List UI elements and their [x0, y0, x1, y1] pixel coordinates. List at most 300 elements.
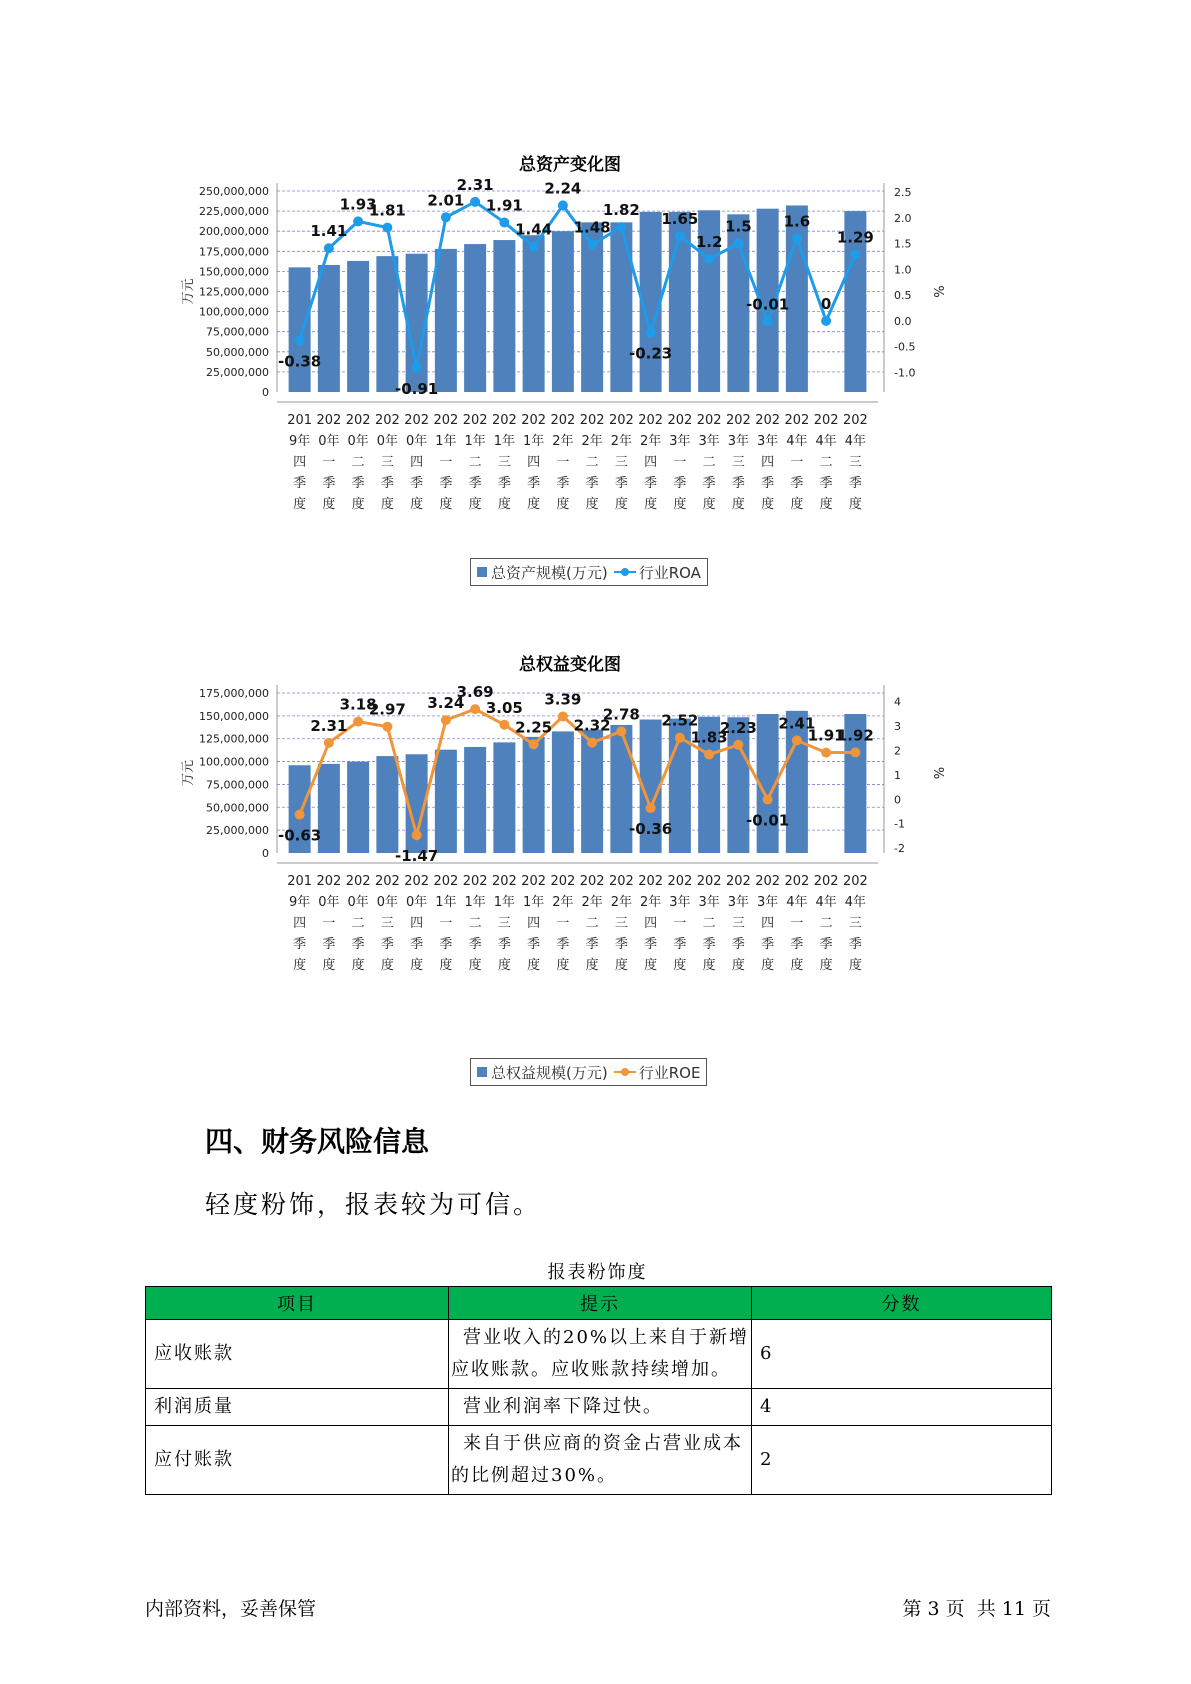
x-tick-label: 201 [287, 874, 313, 889]
data-label: 2.25 [515, 718, 553, 737]
y-tick-label: 125,000,000 [199, 285, 269, 299]
bar [552, 231, 574, 392]
line-point [295, 810, 305, 820]
x-tick-label: 度 [848, 958, 862, 973]
bar [493, 742, 515, 853]
bar [318, 265, 340, 392]
x-tick-label: 4年 [786, 434, 808, 449]
y2-tick-label: 1.5 [894, 237, 912, 251]
footer-confidential: 内部资料，妥善保管 [145, 1598, 317, 1620]
x-tick-label: 度 [761, 958, 775, 973]
x-tick-label: 202 [462, 874, 488, 889]
x-tick-label: 度 [731, 958, 745, 973]
x-tick-label: 四 [293, 916, 307, 931]
y-axis-title: 万元 [181, 759, 196, 787]
x-tick-label: 1年 [522, 434, 545, 449]
y-tick-label: 150,000,000 [199, 709, 269, 723]
data-label: 2.01 [427, 191, 465, 210]
x-tick-label: 2年 [610, 895, 633, 910]
line-point [441, 715, 451, 725]
x-tick-label: 202 [433, 874, 459, 889]
y-tick-label: 50,000,000 [206, 345, 269, 359]
x-tick-label: 二 [819, 455, 833, 470]
bar-legend-swatch [477, 1067, 487, 1077]
x-tick-label: 度 [527, 958, 541, 973]
chart-title: 总资产变化图 [519, 155, 621, 175]
line-point [675, 231, 685, 241]
data-label: 1.91 [485, 196, 523, 215]
bar [552, 731, 574, 853]
x-tick-label: 二 [351, 916, 365, 931]
x-tick-label: 度 [351, 958, 365, 973]
line-point [792, 233, 802, 243]
x-tick-label: 2年 [610, 434, 633, 449]
x-tick-label: 202 [462, 413, 488, 428]
x-tick-label: 0年 [376, 434, 399, 449]
x-tick-label: 202 [374, 413, 400, 428]
item-cell: 应收账款 [146, 1320, 449, 1389]
x-tick-label: 度 [410, 497, 424, 512]
table-header-row [146, 1287, 1052, 1320]
data-label: 1.29 [836, 228, 874, 247]
x-tick-label: 度 [556, 497, 570, 512]
y2-axis-title: % [930, 285, 945, 298]
line-point [558, 200, 568, 210]
x-tick-label: 4年 [815, 895, 837, 910]
x-tick-label: 一 [673, 916, 687, 931]
bar [523, 235, 545, 392]
x-tick-label: 度 [790, 497, 804, 512]
x-tick-label: 度 [761, 497, 775, 512]
x-tick-label: 四 [644, 916, 658, 931]
x-tick-label: 一 [673, 455, 687, 470]
x-tick-label: 四 [527, 916, 541, 931]
x-tick-label: 202 [579, 874, 605, 889]
y2-tick-label: 4 [894, 695, 901, 709]
x-tick-label: 二 [585, 455, 599, 470]
line-point [295, 335, 305, 345]
x-tick-label: 四 [527, 455, 541, 470]
bar [347, 261, 369, 392]
line-point [412, 363, 422, 373]
bar [435, 249, 457, 392]
x-tick-label: 201 [287, 413, 313, 428]
data-label: -0.38 [278, 352, 322, 371]
total-equity-chart [180, 650, 960, 1090]
x-tick-label: 季 [468, 937, 482, 952]
x-tick-label: 度 [439, 497, 453, 512]
x-tick-label: 季 [351, 476, 365, 491]
table-row [146, 1389, 1052, 1426]
x-tick-label: 3年 [756, 895, 779, 910]
column-header: 项目 [146, 1287, 449, 1320]
line-point [382, 223, 392, 233]
data-label: 2.31 [456, 175, 494, 194]
x-tick-label: 202 [345, 413, 371, 428]
x-tick-label: 度 [468, 497, 482, 512]
x-tick-label: 1年 [464, 434, 486, 449]
score-cell: 4 [752, 1389, 1052, 1426]
x-tick-label: 度 [702, 497, 716, 512]
line-point [763, 795, 773, 805]
x-tick-label: 度 [410, 958, 424, 973]
x-tick-label: 度 [585, 497, 599, 512]
data-label: 1.41 [310, 222, 348, 241]
line-point [353, 216, 363, 226]
x-tick-label: 季 [293, 476, 307, 491]
data-label: 1.65 [661, 209, 699, 228]
x-tick-label: 季 [556, 937, 570, 952]
x-tick-label: 0年 [347, 434, 369, 449]
line-point [704, 254, 714, 264]
x-tick-label: 202 [608, 413, 634, 428]
x-tick-label: 202 [521, 413, 547, 428]
line-point [675, 733, 685, 743]
x-tick-label: 2年 [581, 434, 603, 449]
bar [464, 747, 486, 853]
line-point [616, 222, 626, 232]
data-label: 3.39 [544, 690, 582, 709]
x-tick-label: 一 [322, 455, 336, 470]
y-axis-title: 万元 [181, 278, 196, 305]
x-tick-label: 1年 [435, 895, 457, 910]
x-tick-label: 四 [644, 455, 658, 470]
hint-cell: 营业收入的20%以上来自于新增应收账款。应收账款持续增加。 [449, 1320, 752, 1389]
x-tick-label: 202 [696, 874, 722, 889]
data-label: 3.18 [339, 695, 377, 714]
x-tick-label: 4年 [786, 895, 808, 910]
x-tick-label: 季 [673, 476, 687, 491]
column-header: 提示 [449, 1287, 752, 1320]
x-tick-label: 0年 [347, 895, 369, 910]
x-tick-label: 度 [731, 497, 745, 512]
x-tick-label: 9年 [288, 434, 311, 449]
x-tick-label: 季 [556, 476, 570, 491]
data-label: 1.2 [695, 233, 723, 252]
x-tick-label: 一 [556, 455, 570, 470]
data-label: -0.36 [629, 820, 673, 839]
x-tick-label: 二 [468, 455, 482, 470]
x-tick-label: 季 [410, 937, 424, 952]
chart-legend [470, 558, 708, 586]
whitewash-table [145, 1286, 1052, 1495]
line-point [821, 316, 831, 326]
x-tick-label: 度 [293, 497, 307, 512]
x-tick-label: 度 [322, 497, 336, 512]
legend-label: 行业ROA [638, 563, 701, 582]
x-tick-label: 1年 [493, 434, 516, 449]
x-tick-label: 三 [497, 455, 511, 470]
table-caption: 报表粉饰度 [547, 1262, 648, 1283]
y2-tick-label: 0 [894, 793, 901, 807]
y2-tick-label: 2.5 [894, 186, 912, 200]
y-tick-label: 100,000,000 [199, 755, 269, 769]
x-tick-label: 一 [556, 916, 570, 931]
data-label: 2.23 [719, 718, 757, 737]
x-tick-label: 季 [702, 937, 716, 952]
data-label: 2.41 [778, 714, 816, 733]
x-tick-label: 3年 [698, 895, 720, 910]
y-tick-label: 25,000,000 [206, 824, 269, 838]
data-label: -1.47 [395, 847, 439, 866]
x-tick-label: 一 [322, 916, 336, 931]
data-label: 1.5 [725, 217, 752, 236]
x-tick-label: 季 [410, 476, 424, 491]
line-point [324, 738, 334, 748]
data-label: 2.97 [368, 700, 406, 719]
line-point [470, 704, 480, 714]
line-point [821, 748, 831, 758]
bar [581, 730, 603, 853]
x-tick-label: 度 [644, 497, 658, 512]
line-point [733, 740, 743, 750]
x-tick-label: 0年 [318, 434, 340, 449]
x-tick-label: 二 [585, 916, 599, 931]
x-tick-label: 季 [527, 476, 541, 491]
section-heading: 四、财务风险信息 [205, 1125, 430, 1158]
x-tick-label: 季 [322, 476, 336, 491]
x-tick-label: 度 [351, 497, 365, 512]
x-tick-label: 度 [380, 497, 394, 512]
y2-tick-label: -2 [894, 842, 905, 856]
x-tick-label: 度 [556, 958, 570, 973]
x-tick-label: 202 [374, 874, 400, 889]
x-tick-label: 202 [491, 413, 517, 428]
x-tick-label: 202 [784, 413, 810, 428]
data-label: 1.93 [339, 195, 377, 214]
data-label: 2.24 [544, 179, 582, 198]
x-tick-label: 202 [608, 874, 634, 889]
x-tick-label: 202 [316, 874, 342, 889]
hint-cell: 营业利润率下降过快。 [449, 1389, 752, 1426]
line-point [441, 212, 451, 222]
total-assets-chart [180, 150, 960, 590]
x-tick-label: 202 [725, 413, 751, 428]
data-label: 3.24 [427, 694, 465, 713]
x-tick-label: 季 [731, 476, 745, 491]
y2-tick-label: 1.0 [894, 263, 912, 277]
x-tick-label: 季 [790, 937, 804, 952]
x-tick-label: 度 [380, 958, 394, 973]
column-header: 分数 [752, 1287, 1052, 1320]
x-tick-label: 四 [410, 455, 424, 470]
x-tick-label: 202 [813, 413, 839, 428]
x-tick-label: 季 [848, 476, 862, 491]
line-point [499, 217, 509, 227]
x-tick-label: 三 [497, 916, 511, 931]
x-tick-label: 四 [410, 916, 424, 931]
x-tick-label: 3年 [727, 895, 750, 910]
x-tick-label: 202 [813, 874, 839, 889]
x-tick-label: 202 [579, 413, 605, 428]
x-tick-label: 季 [293, 937, 307, 952]
y2-axis-title: % [930, 766, 945, 780]
x-tick-label: 季 [761, 476, 775, 491]
hint-cell: 来自于供应商的资金占营业成本的比例超过30%。 [449, 1426, 752, 1495]
x-tick-label: 季 [380, 476, 394, 491]
y-tick-label: 225,000,000 [199, 205, 269, 219]
x-tick-label: 0年 [405, 895, 428, 910]
x-tick-label: 202 [404, 413, 430, 428]
line-point [324, 243, 334, 253]
line-point [382, 722, 392, 732]
x-tick-label: 三 [731, 916, 745, 931]
x-tick-label: 1年 [435, 434, 457, 449]
y-tick-label: 125,000,000 [199, 732, 269, 746]
x-tick-label: 四 [761, 455, 775, 470]
table-row [146, 1426, 1052, 1495]
x-tick-label: 季 [351, 937, 365, 952]
item-cell: 应付账款 [146, 1426, 449, 1495]
x-tick-label: 季 [497, 476, 511, 491]
y-tick-label: 200,000,000 [199, 225, 269, 239]
bar [376, 756, 398, 853]
x-tick-label: 一 [439, 455, 453, 470]
data-label: 2.78 [602, 705, 640, 724]
bar [435, 750, 457, 853]
chart-title: 总权益变化图 [519, 655, 621, 675]
x-tick-label: 2年 [639, 895, 662, 910]
y-tick-label: 0 [262, 847, 269, 860]
x-tick-label: 202 [404, 874, 430, 889]
data-label: 1.91 [807, 726, 845, 745]
x-tick-label: 季 [819, 937, 833, 952]
x-tick-label: 202 [550, 874, 576, 889]
bar-legend-swatch [477, 567, 487, 577]
line-point [499, 720, 509, 730]
x-tick-label: 0年 [318, 895, 340, 910]
x-tick-label: 季 [644, 476, 658, 491]
x-tick-label: 季 [731, 937, 745, 952]
x-tick-label: 3年 [727, 434, 750, 449]
x-tick-label: 季 [761, 937, 775, 952]
y-tick-label: 75,000,000 [206, 325, 269, 339]
data-label: 1.48 [573, 218, 611, 237]
legend-label: 总资产规模(万元) [491, 563, 608, 582]
line-point [353, 717, 363, 727]
x-tick-label: 1年 [493, 895, 516, 910]
x-tick-label: 2年 [552, 434, 574, 449]
x-tick-label: 202 [345, 874, 371, 889]
legend-label: 总权益规模(万元) [491, 1063, 608, 1082]
x-tick-label: 季 [322, 937, 336, 952]
x-tick-label: 3年 [756, 434, 779, 449]
x-tick-label: 一 [790, 916, 804, 931]
x-tick-label: 三 [848, 455, 862, 470]
x-tick-label: 季 [702, 476, 716, 491]
data-label: 1.6 [783, 212, 811, 231]
x-tick-label: 三 [380, 916, 394, 931]
line-point [704, 750, 714, 760]
bar [376, 256, 398, 392]
x-tick-label: 3年 [669, 895, 691, 910]
y-tick-label: 150,000,000 [199, 265, 269, 279]
x-tick-label: 2年 [639, 434, 662, 449]
table-row [146, 1320, 1052, 1389]
x-tick-label: 季 [439, 937, 453, 952]
x-tick-label: 季 [790, 476, 804, 491]
line-point [412, 830, 422, 840]
line-point [763, 316, 773, 326]
x-tick-label: 季 [497, 937, 511, 952]
x-tick-label: 202 [667, 413, 693, 428]
x-tick-label: 三 [848, 916, 862, 931]
y-tick-label: 175,000,000 [199, 245, 269, 259]
x-tick-label: 度 [614, 958, 628, 973]
data-label: -0.01 [746, 811, 790, 830]
bar [727, 717, 749, 853]
x-tick-label: 202 [842, 413, 868, 428]
x-tick-label: 二 [702, 916, 716, 931]
x-tick-label: 三 [614, 916, 628, 931]
line-point [587, 738, 597, 748]
x-tick-label: 季 [468, 476, 482, 491]
legend-label: 行业ROE [638, 1063, 701, 1082]
x-tick-label: 二 [351, 455, 365, 470]
line-point [850, 249, 860, 259]
data-label: 1.92 [836, 726, 874, 745]
data-label: 0 [820, 294, 832, 313]
x-tick-label: 三 [380, 455, 394, 470]
footer-page-number: 第 3 页 共 11 页 [902, 1598, 1051, 1620]
x-tick-label: 4年 [844, 434, 867, 449]
x-tick-label: 季 [585, 937, 599, 952]
x-tick-label: 4年 [815, 434, 837, 449]
y-tick-label: 50,000,000 [206, 801, 269, 815]
data-label: 3.05 [485, 698, 523, 717]
bar [347, 762, 369, 853]
x-tick-label: 3年 [669, 434, 691, 449]
line-point [850, 747, 860, 757]
x-tick-label: 一 [790, 455, 804, 470]
x-tick-label: 202 [842, 874, 868, 889]
x-tick-label: 202 [755, 874, 781, 889]
x-tick-label: 202 [725, 874, 751, 889]
x-tick-label: 0年 [405, 434, 428, 449]
data-label: 1.82 [602, 201, 640, 220]
x-tick-label: 度 [497, 497, 511, 512]
x-tick-label: 度 [497, 958, 511, 973]
item-cell: 利润质量 [146, 1389, 449, 1426]
y2-tick-label: -1.0 [894, 366, 916, 380]
x-tick-label: 度 [673, 497, 687, 512]
bar [289, 267, 311, 392]
x-tick-label: 202 [433, 413, 459, 428]
x-tick-label: 度 [527, 497, 541, 512]
x-tick-label: 度 [702, 958, 716, 973]
line-point [587, 240, 597, 250]
data-label: -0.63 [278, 826, 322, 845]
data-label: 3.69 [456, 683, 494, 702]
x-tick-label: 202 [755, 413, 781, 428]
x-tick-label: 三 [614, 455, 628, 470]
x-tick-label: 1年 [464, 895, 486, 910]
x-tick-label: 季 [644, 937, 658, 952]
x-tick-label: 度 [614, 497, 628, 512]
x-tick-label: 度 [819, 958, 833, 973]
x-tick-label: 度 [439, 958, 453, 973]
y-tick-label: 250,000,000 [199, 185, 269, 198]
y-tick-label: 25,000,000 [206, 365, 269, 379]
bar [610, 222, 632, 392]
x-tick-label: 202 [696, 413, 722, 428]
x-tick-label: 2年 [552, 895, 574, 910]
x-tick-label: 2年 [581, 895, 603, 910]
y-tick-label: 175,000,000 [199, 687, 269, 700]
score-cell: 6 [752, 1320, 1052, 1389]
line-point [792, 735, 802, 745]
line-point [529, 739, 539, 749]
